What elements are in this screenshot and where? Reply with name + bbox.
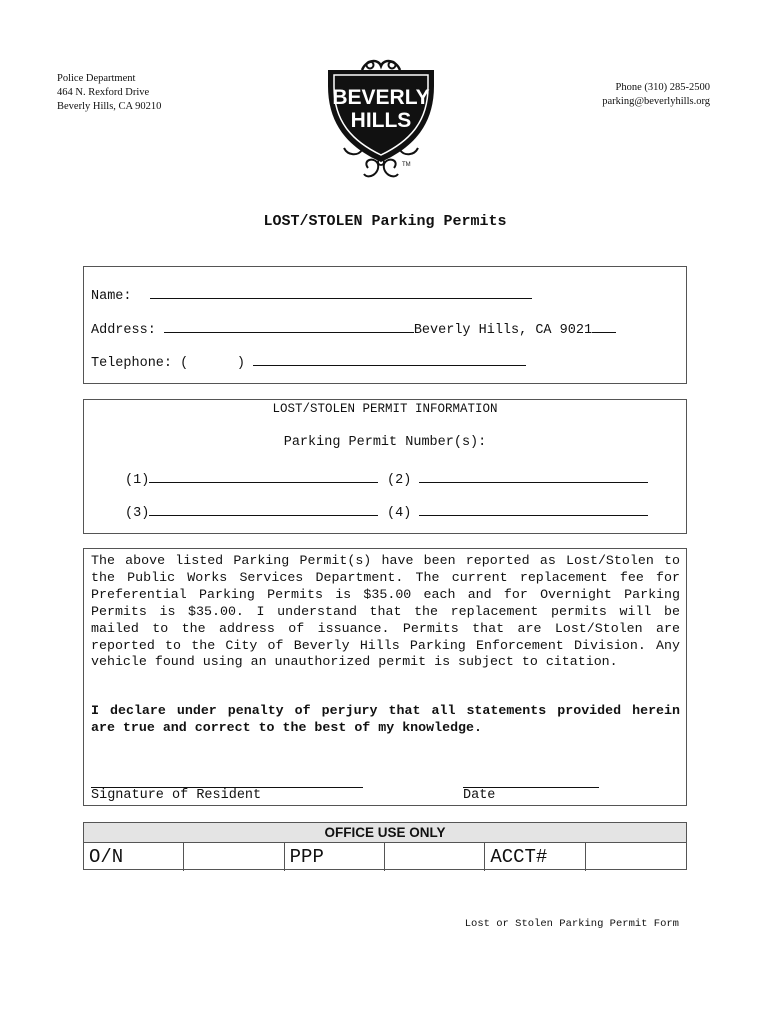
- logo-text-beverly: BEVERLY: [332, 86, 430, 109]
- form-footer: Lost or Stolen Parking Permit Form: [464, 918, 679, 930]
- permit-number-1-row: [125, 468, 378, 488]
- resident-info-section: [83, 266, 687, 384]
- department-address: [57, 72, 161, 114]
- date-label: Date: [463, 788, 496, 803]
- permit-number-1-field[interactable]: [149, 468, 378, 483]
- permit-number-4-row: [387, 501, 648, 521]
- permit-slot-4-label: (4): [387, 506, 412, 521]
- office-use-row: [84, 843, 686, 871]
- address-line-1: Police Department: [57, 73, 136, 84]
- office-ppp-label: PPP: [285, 843, 385, 871]
- logo-trademark: TM: [402, 162, 411, 168]
- permit-slot-3-label: (3): [125, 506, 150, 521]
- statement-paragraph: The above listed Parking Permit(s) have been reported as Lost/Stolen to the Public Works Services Department. The current replacement fee for Preferential Parking Permits is $35.00 each and for Overnight Parking Permits is $35.00. I understand that the replacement permits will be mailed to the address of issuance. Permits that are Lost/Stolen are reported to the City of Beverly Hills Parking Enforcement Division. Any vehicle found using an unauthorized permit is subject to citation.: [91, 553, 680, 670]
- permit-numbers-heading: Parking Permit Number(s):: [283, 435, 487, 450]
- permit-slot-1-label: (1): [125, 473, 150, 488]
- office-on-label: O/N: [84, 843, 184, 871]
- office-ppp-value[interactable]: [385, 843, 485, 871]
- name-label: Name:: [91, 289, 132, 304]
- address-line-3: Beverly Hills, CA 90210: [57, 101, 162, 112]
- telephone-row: [91, 351, 526, 371]
- perjury-declaration: I declare under penalty of perjury that all statements provided herein are true and correct to the best of my knowledge.: [91, 703, 680, 735]
- name-row: [91, 284, 532, 304]
- email-address: parking@beverlyhills.org: [602, 96, 710, 107]
- office-acct-label: ACCT#: [485, 843, 585, 871]
- permit-number-2-field[interactable]: [419, 468, 648, 483]
- form-title: LOST/STOLEN Parking Permits: [263, 213, 507, 230]
- permit-number-3-row: [125, 501, 378, 521]
- office-on-value[interactable]: [184, 843, 284, 871]
- permit-info-section: [83, 399, 687, 534]
- beverly-hills-shield-logo: [322, 56, 440, 184]
- permit-number-4-field[interactable]: [419, 501, 648, 516]
- department-contact: [602, 81, 710, 109]
- office-use-heading: OFFICE USE ONLY: [84, 823, 686, 843]
- phone-number: Phone (310) 285-2500: [615, 82, 710, 93]
- address-field[interactable]: [164, 318, 414, 333]
- name-field[interactable]: [150, 284, 532, 299]
- office-acct-value[interactable]: [586, 843, 686, 871]
- statement-section: [83, 548, 687, 806]
- permit-slot-2-label: (2): [387, 473, 412, 488]
- permit-number-2-row: [387, 468, 648, 488]
- permit-info-heading: LOST/STOLEN PERMIT INFORMATION: [272, 402, 498, 416]
- office-use-table: [83, 822, 687, 870]
- address-line-2: 464 N. Rexford Drive: [57, 87, 150, 98]
- address-city: Beverly Hills, CA 9021: [413, 323, 593, 338]
- signature-label: Signature of Resident: [91, 788, 262, 803]
- address-row: [91, 318, 616, 338]
- zip-suffix-field[interactable]: [592, 318, 616, 333]
- telephone-field[interactable]: [253, 351, 526, 366]
- permit-number-3-field[interactable]: [149, 501, 378, 516]
- address-label: Address:: [91, 323, 156, 338]
- logo-text-hills: HILLS: [350, 109, 412, 132]
- telephone-label: Telephone: ( ): [91, 356, 245, 371]
